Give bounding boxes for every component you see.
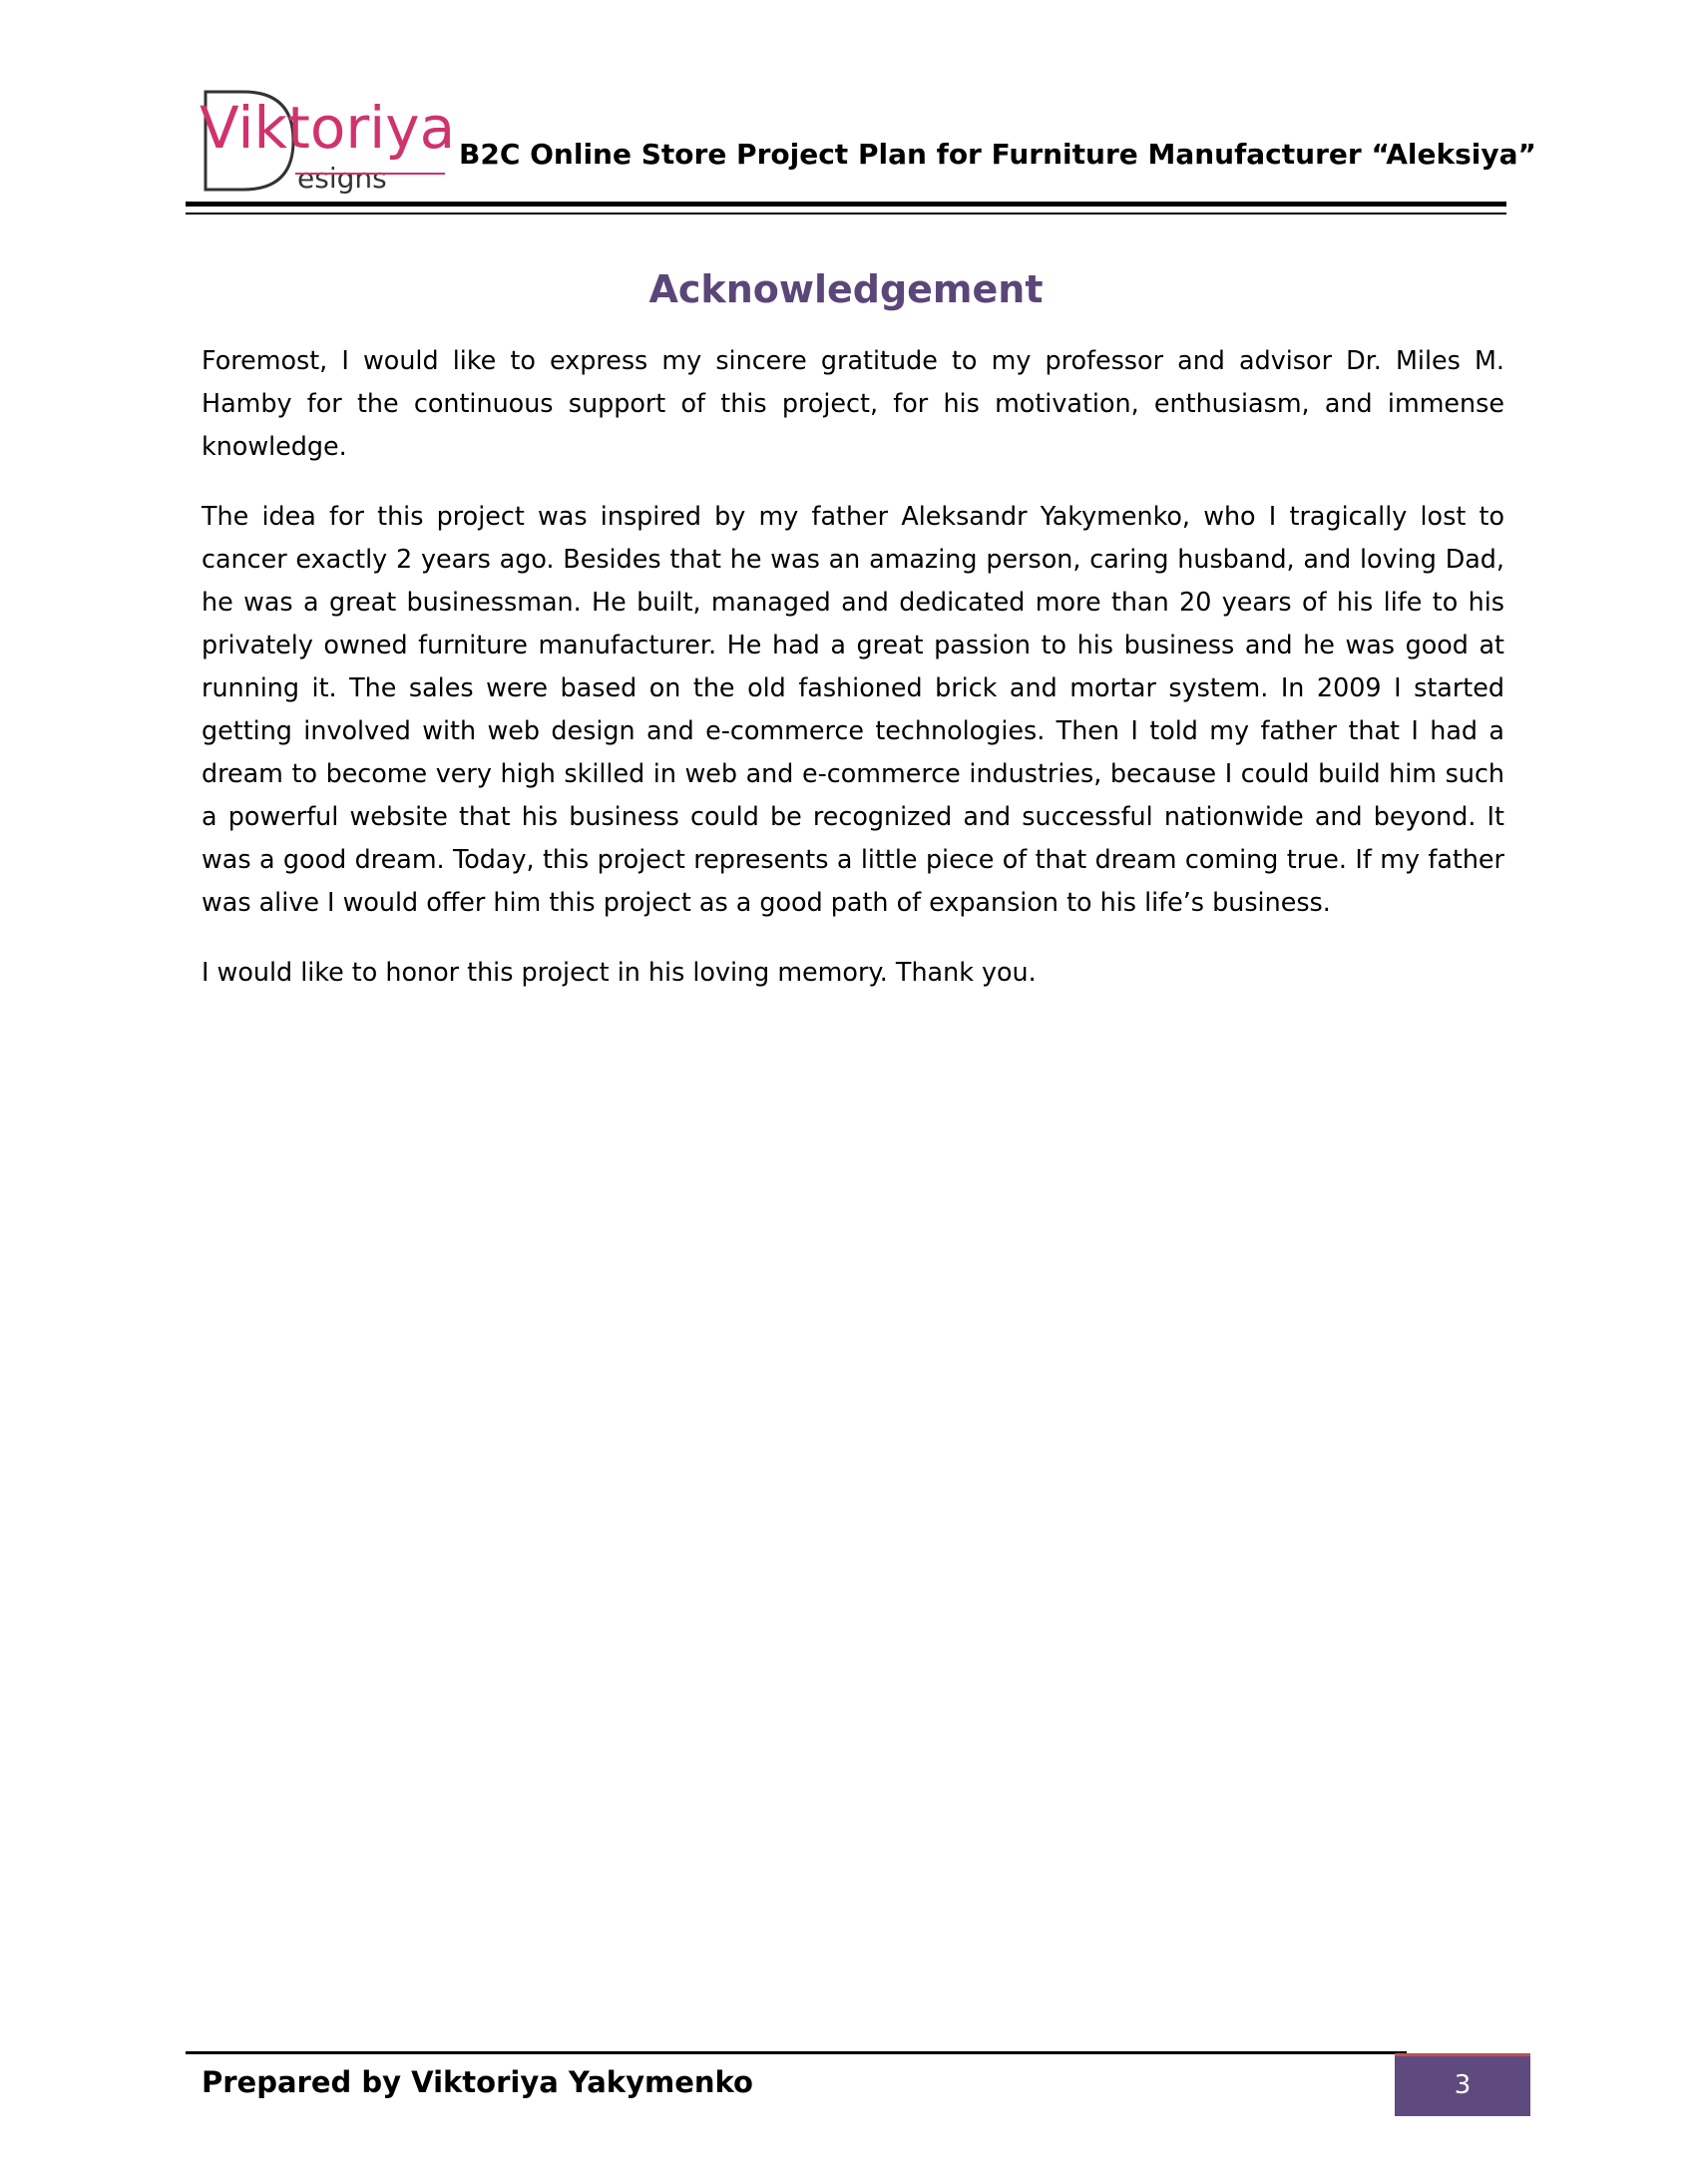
body-content [202,339,1504,1021]
logo-wordmark: Viktoriya [200,94,455,162]
logo-subtitle: esigns [297,162,387,195]
paragraph-inspiration: The idea for this project was inspired by my father Aleksandr Yakymenko, who I tragically lost to cancer exactly 2 years ago. Besides that he was an amazing person, caring husband, and loving Dad, he was a great businessman. He built, managed and dedicated more than 20 years of his life to his privately owned furniture manufacturer. He had a great passion to his business and he was good at running it. The sales were based on the old fashioned brick and mortar system. In 2009 I started getting involved with web design and e-commerce technologies. Then I told my father that I had a dream to become very high skilled in web and e-commerce industries, because I could build him such a powerful website that his business could be recognized and successful nationwide and beyond. It was a good dream. Today, this project represents a little piece of that dream coming true. If my father was alive I would offer him this project as a good path of expansion to his life’s business. [202,501,1504,917]
page-number-box [1395,2053,1530,2116]
paragraph-dedication: I would like to honor this project in his loving memory. Thank you. [202,957,1037,987]
footer-rule [186,2051,1407,2054]
header-rule-thick [186,202,1506,207]
page-number: 3 [1454,2070,1472,2100]
footer-prepared-by: Prepared by Viktoriya Yakymenko [202,2065,753,2099]
page-heading: Acknowledgement [648,267,1044,311]
viktoriya-designs-logo [196,86,455,196]
header-title: B2C Online Store Project Plan for Furniture Manufacturer “Aleksiya” [459,138,1536,171]
header-rule-thin [186,213,1506,215]
paragraph-gratitude: Foremost, I would like to express my sincere gratitude to my professor and advisor Dr. Miles M. Hamby for the continuous support of this project, for his motivation, enthusiasm, and immense knowledge. [202,345,1504,461]
